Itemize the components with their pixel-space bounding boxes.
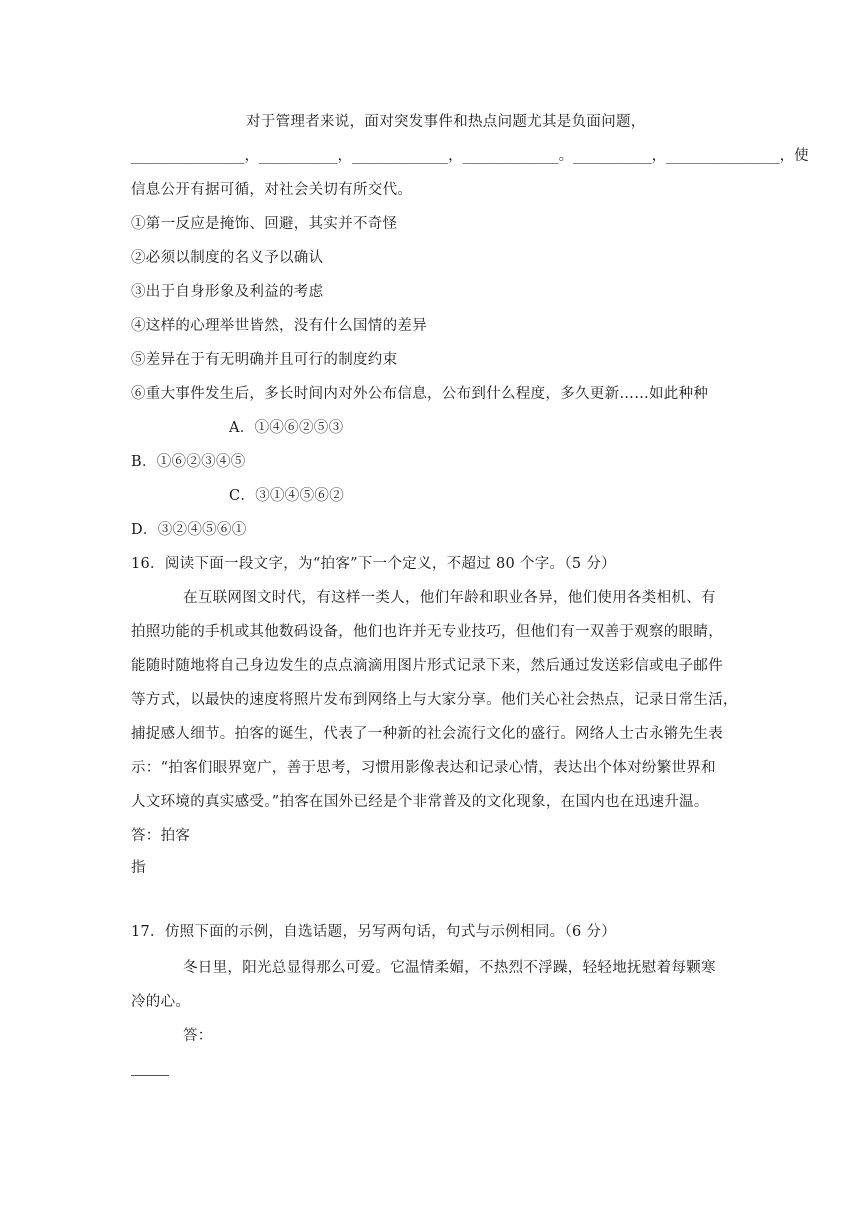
q15-continuation: 信息公开有据可循，对社会关切有所交代。: [131, 182, 413, 198]
q16-paragraph-line: 等方式，以最快的速度将照片发布到网络上与大家分享。他们关心社会热点，记录日常生活，: [131, 692, 738, 708]
q16-paragraph-line: 示：“拍客们眼界宽广，善于思考，习惯用影像表达和记录心情，表达出个体对纷繁世界和: [131, 760, 716, 776]
q17-title: 17．仿照下面的示例，自选话题，另写两句话，句式与示例相同。（6 分）: [131, 924, 617, 940]
q15-option-a: A．①④⑥②⑤③: [229, 420, 344, 436]
q15-option-c: C．③①④⑤⑥②: [229, 488, 344, 504]
q15-item: ⑥重大事件发生后，多长时间内对外公布信息，公布到什么程度，多久更新……如此种种: [131, 386, 709, 402]
q15-item: ③出于自身形象及利益的考虑: [131, 284, 324, 300]
q15-option-b: B．①⑥②③④⑤: [131, 454, 246, 470]
q15-item: ②必须以制度的名义予以确认: [131, 250, 324, 266]
answer-underline: [131, 1075, 169, 1076]
q16-paragraph-line: 能随时随地将自己身边发生的点点滴滴用图片形式记录下来，然后通过发送彩信或电子邮件: [131, 658, 723, 674]
q15-blank-line: _____________，_________，___________，___________。_________，_____________，使: [131, 148, 809, 164]
q17-answer: 答：: [183, 1028, 213, 1044]
q16-answer-continuation: 指: [131, 860, 146, 876]
q16-answer: 答：拍客: [131, 828, 191, 844]
q17-example-line: 冷的心。: [131, 994, 191, 1010]
q15-item: ④这样的心理举世皆然，没有什么国情的差异: [131, 318, 427, 334]
q15-item: ①第一反应是掩饰、回避，其实并不奇怪: [131, 216, 398, 232]
q16-paragraph-line: 在互联网图文时代，有这样一类人，他们年龄和职业各异，他们使用各类相机、有: [183, 590, 716, 606]
q17-example-line: 冬日里，阳光总显得那么可爱。它温情柔媚，不热烈不浮躁，轻轻地抚慰着每颗寒: [183, 960, 716, 976]
q15-option-d: D．③②④⑤⑥①: [131, 522, 247, 538]
q16-title: 16．阅读下面一段文字，为“拍客”下一个定义，不超过 80 个字。（5 分）: [131, 556, 616, 572]
q16-paragraph-line: 捕捉感人细节。拍客的诞生，代表了一种新的社会流行文化的盛行。网络人士古永锵先生表: [131, 726, 723, 742]
q16-paragraph-line: 拍照功能的手机或其他数码设备，他们也许并无专业技巧，但他们有一双善于观察的眼睛，: [131, 624, 723, 640]
q15-intro: 对于管理者来说，面对突发事件和热点问题尤其是负面问题，: [246, 114, 646, 130]
q15-item: ⑤差异在于有无明确并且可行的制度约束: [131, 352, 398, 368]
q16-paragraph-line: 人文环境的真实感受。”拍客在国外已经是个非常普及的文化现象，在国内也在迅速升温。: [131, 794, 709, 810]
